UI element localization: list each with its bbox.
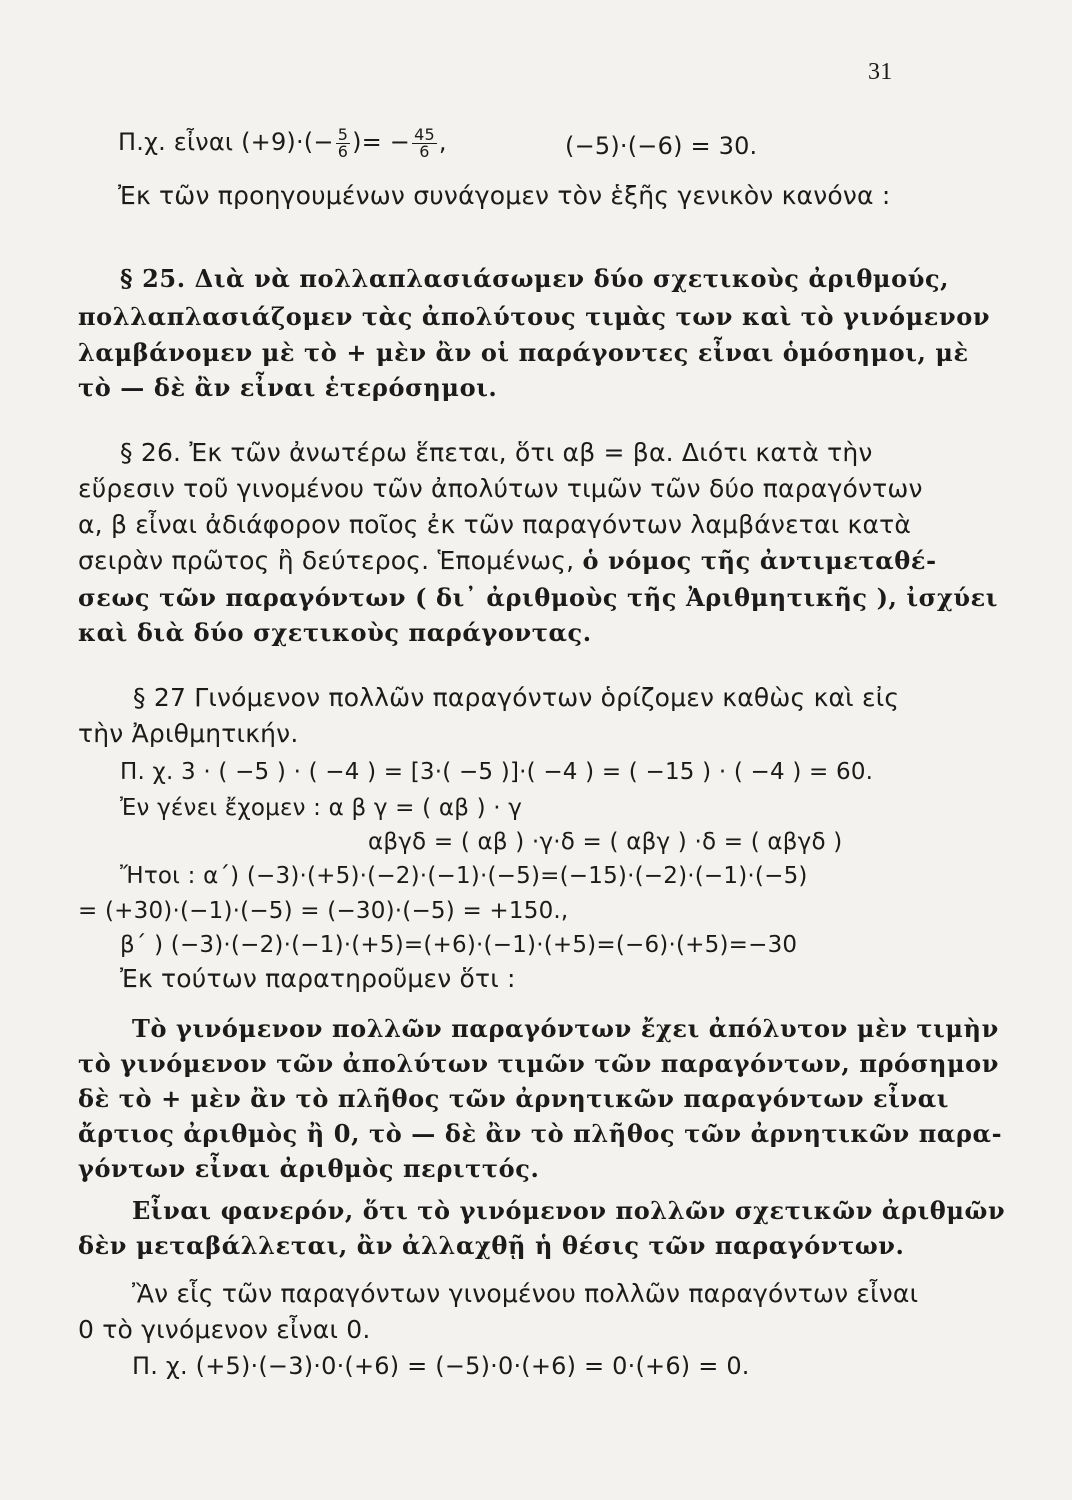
commutative-law-phrase: ὁ νόμος τῆς ἀντιμεταθέ-	[582, 546, 937, 575]
s26-line-2: εὕρεσιν τοῦ γινομένου τῶν ἀπολύτων τιμῶν τῶν δύο παραγόντων	[78, 474, 923, 503]
rule-line-3: δὲ τὸ + μὲν ἂν τὸ πλῆθος τῶν ἀρνητικῶν παραγόντων εἶναι	[78, 1084, 949, 1113]
s27-case-a-1: Ἤτοι : α΄) (−3)·(+5)·(−2)·(−1)·(−5)=(−15)·(−2)·(−1)·(−5)	[120, 863, 808, 889]
example-prefix: Π.χ. εἶναι (+9)·(−	[118, 128, 334, 156]
s27-general-1: Ἐν γένει ἔχομεν : α β γ = ( αβ ) · γ	[120, 795, 523, 821]
s26-line-4	[78, 545, 937, 577]
s27-general-2: αβγδ = ( αβ ) ·γ·δ = ( αβγ ) ·δ = ( αβγδ )	[368, 829, 843, 855]
s26-line-4a: σειρὰν πρῶτος ἢ δεύτερος. Ἑπομένως,	[78, 546, 575, 575]
rule-line-1: Τὸ γινόμενον πολλῶν παραγόντων ἔχει ἀπόλυτον μὲν τιμὴν	[132, 1014, 999, 1043]
s27-case-b: β΄ ) (−3)·(−2)·(−1)·(+5)=(+6)·(−1)·(+5)=(−6)·(+5)=−30	[120, 932, 798, 958]
example-product-30: (−5)·(−6) = 30.	[565, 132, 758, 160]
s27-observe: Ἐκ τούτων παρατηροῦμεν ὅτι :	[120, 964, 516, 993]
fraction-denominator: 6	[419, 141, 430, 161]
example-fractions	[118, 126, 447, 160]
s25-line-3: λαμβάνομεν μὲ τὸ + μὲν ἂν οἱ παράγοντες εἶναι ὁμόσημοι, μὲ	[78, 338, 969, 367]
s25-line-4: τὸ — δὲ ἂν εἶναι ἑτερόσημοι.	[78, 373, 498, 402]
s26-line-1: § 26. Ἐκ τῶν ἀνωτέρω ἕπεται, ὅτι αβ = βα. Διότι κατὰ τὴν	[120, 438, 873, 467]
rule-line-2: τὸ γινόμενον τῶν ἀπολύτων τιμῶν τῶν παραγόντων, πρόσημον	[78, 1049, 1000, 1078]
zero-rule-line-2: 0 τὸ γινόμενον εἶναι 0.	[78, 1315, 371, 1344]
zero-rule-line-1: Ἂν εἷς τῶν παραγόντων γινομένου πολλῶν παραγόντων εἶναι	[132, 1279, 919, 1308]
fraction-numerator: 5	[337, 124, 349, 144]
s27-line-2: τὴν Ἀριθμητικήν.	[78, 719, 299, 748]
example-mid: )= −	[352, 128, 411, 156]
s26-line-6: καὶ διὰ δύο σχετικοὺς παράγοντας.	[78, 618, 592, 647]
s27-example: Π. χ. 3 · ( −5 ) · ( −4 ) = [3·( −5 )]·( −4 ) = ( −15 ) · ( −4 ) = 60.	[120, 759, 874, 785]
s27-line-1: § 27 Γινόμενον πολλῶν παραγόντων ὁρίζομεν καθὼς καὶ εἰς	[133, 683, 900, 712]
page-number: 31	[868, 59, 893, 85]
s25-line-1: § 25. Διὰ νὰ πολλαπλασιάσωμεν δύο σχετικοὺς ἀριθμούς,	[120, 264, 950, 293]
rule-line-5: γόντων εἶναι ἀριθμὸς περιττός.	[78, 1154, 540, 1183]
rule-line-4: ἄρτιος ἀριθμὸς ἢ 0, τὸ — δὲ ἂν τὸ πλῆθος τῶν ἀρνητικῶν παρα-	[78, 1119, 1003, 1148]
fraction-numerator: 45	[414, 124, 435, 144]
zero-rule-example: Π. χ. (+5)·(−3)·0·(+6) = (−5)·0·(+6) = 0·(+6) = 0.	[132, 1352, 750, 1380]
s26-line-3: α, β εἶναι ἀδιάφορον ποῖος ἐκ τῶν παραγόντων λαμβάνεται κατὰ	[78, 510, 912, 539]
example-tail: ,	[438, 128, 447, 156]
s27-case-a-2: = (+30)·(−1)·(−5) = (−30)·(−5) = +150.,	[78, 898, 569, 924]
fraction-five-sixths	[336, 124, 350, 161]
fraction-45-sixths	[412, 124, 437, 161]
s25-line-2: πολλαπλασιάζομεν τὰς ἀπολύτους τιμὰς των καὶ τὸ γινόμενον	[78, 302, 991, 331]
rule2-line-1: Εἶναι φανερόν, ὅτι τὸ γινόμενον πολλῶν σχετικῶν ἀριθμῶν	[132, 1196, 1006, 1225]
fraction-denominator: 6	[337, 141, 349, 161]
rule-intro: Ἐκ τῶν προηγουμένων συνάγομεν τὸν ἑξῆς γενικὸν κανόνα :	[118, 181, 891, 210]
rule2-line-2: δὲν μεταβάλλεται, ἂν ἀλλαχθῇ ἡ θέσις τῶν παραγόντων.	[78, 1231, 905, 1260]
s26-line-5: σεως τῶν παραγόντων ( δι᾿ ἀριθμοὺς τῆς Ἀριθμητικῆς ), ἰσχύει	[78, 583, 998, 612]
